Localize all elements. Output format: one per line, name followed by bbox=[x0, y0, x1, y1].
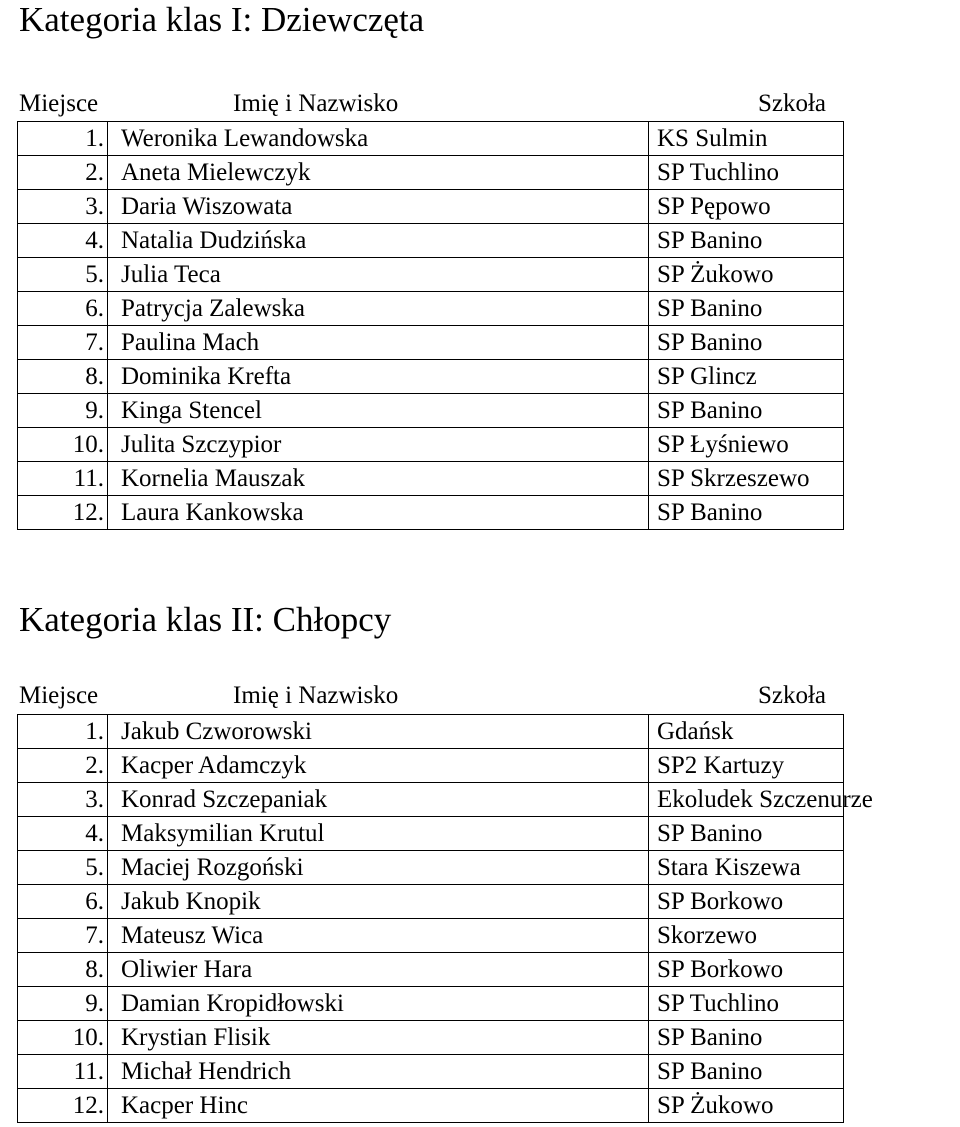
name-cell: Mateusz Wica bbox=[108, 919, 649, 953]
name-cell: Kornelia Mauszak bbox=[108, 462, 649, 496]
school-cell: SP Glincz bbox=[649, 360, 844, 394]
table-row bbox=[18, 156, 844, 190]
place-cell: 5. bbox=[18, 258, 108, 292]
table-row bbox=[18, 326, 844, 360]
name-cell: Jakub Knopik bbox=[108, 885, 649, 919]
name-cell: Natalia Dudzińska bbox=[108, 224, 649, 258]
table-row bbox=[18, 360, 844, 394]
school-cell: SP Banino bbox=[649, 817, 844, 851]
school-cell: SP Borkowo bbox=[649, 953, 844, 987]
school-cell: SP Banino bbox=[649, 394, 844, 428]
place-cell: 1. bbox=[18, 122, 108, 156]
name-cell: Julita Szczypior bbox=[108, 428, 649, 462]
name-cell: Krystian Flisik bbox=[108, 1021, 649, 1055]
name-cell: Aneta Mielewczyk bbox=[108, 156, 649, 190]
results-table bbox=[17, 714, 873, 1123]
place-cell: 7. bbox=[18, 919, 108, 953]
school-cell: SP Żukowo bbox=[649, 1089, 844, 1123]
name-cell: Kacper Adamczyk bbox=[108, 749, 649, 783]
name-cell: Patrycja Zalewska bbox=[108, 292, 649, 326]
school-cell: Skorzewo bbox=[649, 919, 844, 953]
name-cell: Daria Wiszowata bbox=[108, 190, 649, 224]
name-cell: Jakub Czworowski bbox=[108, 715, 649, 749]
table-row bbox=[18, 851, 844, 885]
place-cell: 1. bbox=[18, 715, 108, 749]
place-cell: 10. bbox=[18, 428, 108, 462]
column-header-name: Imię i Nazwisko bbox=[233, 682, 399, 709]
column-header-school: Szkoła bbox=[757, 682, 826, 709]
place-cell: 9. bbox=[18, 987, 108, 1021]
results-table bbox=[17, 121, 844, 530]
column-header-place: Miejsce bbox=[19, 682, 99, 709]
section-title: Kategoria klas I: Dziewczęta bbox=[19, 0, 425, 39]
school-cell: SP Banino bbox=[649, 1055, 844, 1089]
place-cell: 5. bbox=[18, 851, 108, 885]
table-row bbox=[18, 987, 844, 1021]
name-cell: Maciej Rozgoński bbox=[108, 851, 649, 885]
school-cell: Stara Kiszewa bbox=[649, 851, 844, 885]
name-cell: Laura Kankowska bbox=[108, 496, 649, 530]
place-cell: 10. bbox=[18, 1021, 108, 1055]
school-cell: SP Łyśniewo bbox=[649, 428, 844, 462]
table-row bbox=[18, 919, 844, 953]
school-cell: KS Sulmin bbox=[649, 122, 844, 156]
name-cell: Paulina Mach bbox=[108, 326, 649, 360]
place-cell: 12. bbox=[18, 1089, 108, 1123]
table-row bbox=[18, 953, 844, 987]
name-cell: Weronika Lewandowska bbox=[108, 122, 649, 156]
column-header-school: Szkoła bbox=[757, 90, 826, 117]
school-cell: SP Banino bbox=[649, 496, 844, 530]
name-cell: Julia Teca bbox=[108, 258, 649, 292]
school-cell: SP Banino bbox=[649, 326, 844, 360]
column-header-row bbox=[0, 680, 960, 712]
place-cell: 6. bbox=[18, 885, 108, 919]
place-cell: 4. bbox=[18, 817, 108, 851]
name-cell: Maksymilian Krutul bbox=[108, 817, 649, 851]
table-row bbox=[18, 190, 844, 224]
table-row bbox=[18, 258, 844, 292]
table-row bbox=[18, 1055, 844, 1089]
school-cell: SP Żukowo bbox=[649, 258, 844, 292]
place-cell: 9. bbox=[18, 394, 108, 428]
school-cell: SP Pępowo bbox=[649, 190, 844, 224]
name-cell: Oliwier Hara bbox=[108, 953, 649, 987]
table-row bbox=[18, 783, 844, 817]
table-row bbox=[18, 224, 844, 258]
place-cell: 12. bbox=[18, 496, 108, 530]
table-row bbox=[18, 496, 844, 530]
place-cell: 8. bbox=[18, 953, 108, 987]
column-header-name: Imię i Nazwisko bbox=[233, 90, 399, 117]
place-cell: 7. bbox=[18, 326, 108, 360]
table-row bbox=[18, 885, 844, 919]
school-cell: SP Banino bbox=[649, 292, 844, 326]
table-row bbox=[18, 394, 844, 428]
column-header-row bbox=[0, 88, 960, 120]
place-cell: 4. bbox=[18, 224, 108, 258]
school-cell: Ekoludek Szczenurze bbox=[649, 783, 844, 817]
table-row bbox=[18, 122, 844, 156]
table-row bbox=[18, 715, 844, 749]
school-cell: Gdańsk bbox=[649, 715, 844, 749]
column-header-place: Miejsce bbox=[19, 90, 99, 117]
name-cell: Konrad Szczepaniak bbox=[108, 783, 649, 817]
name-cell: Michał Hendrich bbox=[108, 1055, 649, 1089]
school-cell: SP Banino bbox=[649, 1021, 844, 1055]
table-row bbox=[18, 428, 844, 462]
school-cell: SP Banino bbox=[649, 224, 844, 258]
school-cell: SP Borkowo bbox=[649, 885, 844, 919]
table-row bbox=[18, 462, 844, 496]
place-cell: 2. bbox=[18, 156, 108, 190]
school-cell: SP Tuchlino bbox=[649, 156, 844, 190]
school-cell: SP2 Kartuzy bbox=[649, 749, 844, 783]
section-title: Kategoria klas II: Chłopcy bbox=[19, 600, 392, 639]
name-cell: Damian Kropidłowski bbox=[108, 987, 649, 1021]
school-cell: SP Skrzeszewo bbox=[649, 462, 844, 496]
place-cell: 8. bbox=[18, 360, 108, 394]
table-row bbox=[18, 292, 844, 326]
name-cell: Dominika Krefta bbox=[108, 360, 649, 394]
place-cell: 11. bbox=[18, 462, 108, 496]
name-cell: Kinga Stencel bbox=[108, 394, 649, 428]
name-cell: Kacper Hinc bbox=[108, 1089, 649, 1123]
place-cell: 3. bbox=[18, 783, 108, 817]
table-row bbox=[18, 817, 844, 851]
place-cell: 3. bbox=[18, 190, 108, 224]
school-cell: SP Tuchlino bbox=[649, 987, 844, 1021]
table-row bbox=[18, 1021, 844, 1055]
place-cell: 2. bbox=[18, 749, 108, 783]
table-row bbox=[18, 1089, 844, 1123]
table-row bbox=[18, 749, 844, 783]
place-cell: 6. bbox=[18, 292, 108, 326]
place-cell: 11. bbox=[18, 1055, 108, 1089]
